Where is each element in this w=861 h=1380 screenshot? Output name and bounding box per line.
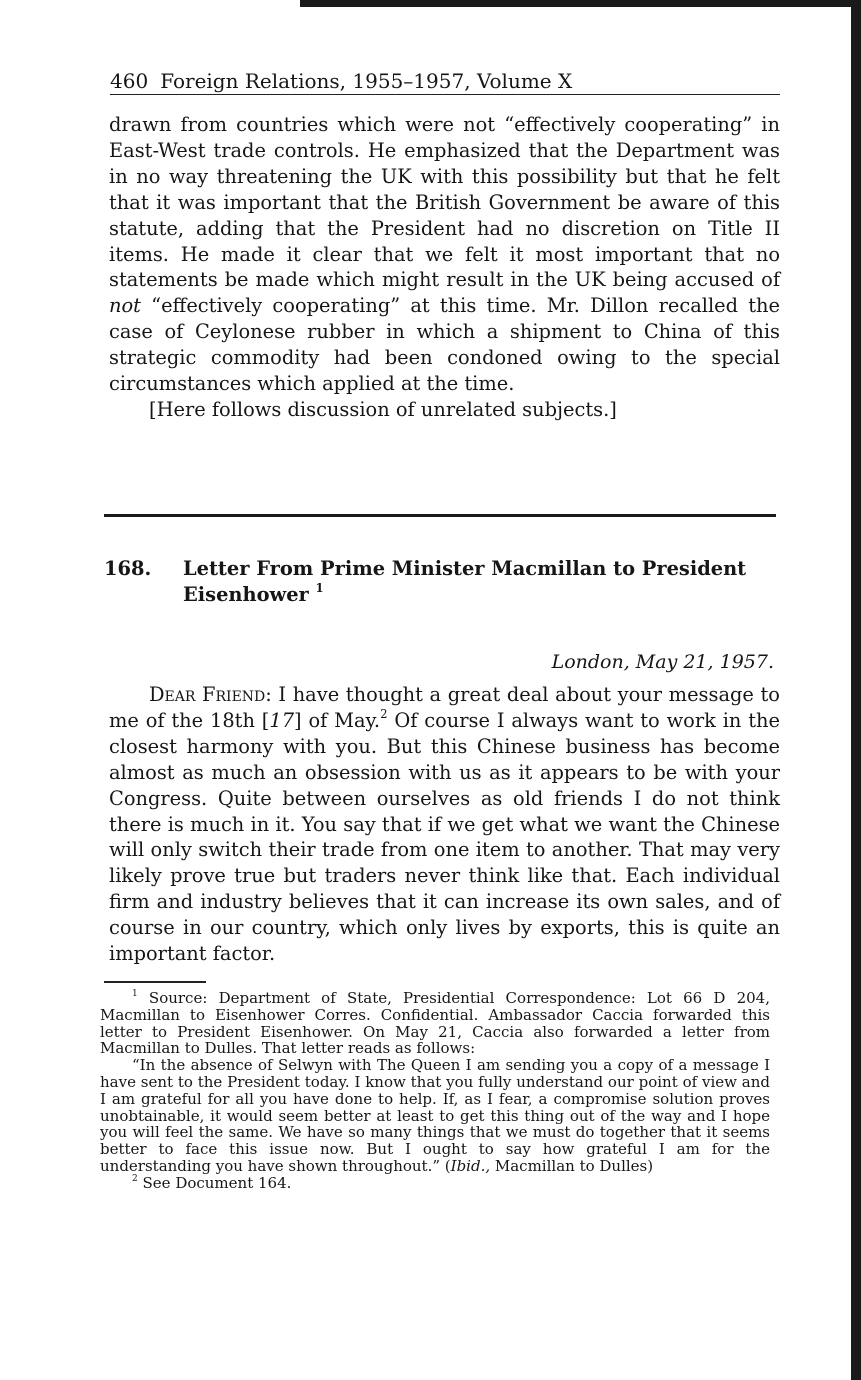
page-number: 460	[110, 69, 149, 93]
letter-body	[109, 682, 780, 967]
running-header	[110, 68, 780, 95]
section-divider	[104, 514, 776, 517]
scan-right-edge	[851, 0, 861, 1380]
salutation: Dear Friend:	[149, 683, 272, 706]
footnote-marker: 1	[132, 989, 138, 1000]
footnote-1: $^1$ Source: Department of State, Presidential Correspondence: Lot 66 D 204, Macmillan to Eisenhower Corres. Confidential. Ambassador Caccia forwarded this letter to President Eisenhower. On May 21, Caccia also forwarded a letter from Macmillan to Dulles. That letter reads as follows:	[100, 989, 770, 1058]
footnote-marker: 2	[132, 1173, 138, 1184]
emphasis-word: not	[109, 294, 141, 318]
footnote-1-quote: “In the absence of Selwyn with The Queen I am sending you a copy of a message I have sent to the President today. I know that you fully understand our point of view and I am grateful for all you have done to help. If, as I fear, a compromise solution proves unobtainable, it would seem better at least to get this thing out of the way and I hope you will feel the same. We have so many things that we must do together that it seems better to face this issue now. But I ought to say how grateful I am for the understanding you have shown throughout.” (Ibid., Macmillan to Dulles)	[100, 1056, 770, 1175]
footnotes	[100, 990, 770, 1192]
running-title: Foreign Relations, 1955–1957, Volume X	[160, 69, 573, 93]
ibid-citation: Ibid.,	[450, 1156, 491, 1175]
dateline: London, May 21, 1957.	[551, 651, 774, 673]
editorial-note: [Here follows discussion of unrelated subjects.]	[149, 397, 617, 421]
letter-paragraph: Dear Friend: I have thought a great deal about your message to me of the 18th [17] of May.$^2$ Of course I always want to work in the closest harmony with you. But this Chinese business has become almost as much an obsession with us as it appears to be with your Congress. Quite between ourselves as old friends I do not think there is much in it. You say that if we get what we want the Chinese will only switch their trade from one item to another. That may very likely prove true but traders never think like that. Each individual firm and industry believes that it can increase its own sales, and of course in our country, which only lives by exports, this is quite an important factor.	[109, 683, 780, 966]
footnote-2: $^2$ See Document 164.	[132, 1173, 292, 1192]
document-title: Letter From Prime Minister Macmillan to President Eisenhower $^1$	[183, 557, 747, 606]
footnote-divider	[104, 981, 206, 983]
document-number: 168.	[104, 557, 152, 580]
bracket-date: 17	[269, 708, 295, 732]
title-footnote-ref: 1	[315, 580, 324, 595]
continued-paragraph: drawn from countries which were not “effectively cooperating” in East-West trade controls. He emphasized that the Department was in no way threatening the UK with this possibility but that he felt that it was important that the British Government be aware of this statute, adding that the President had no discretion on Title II items. He made it clear that we felt it most important that no statements be made which might result in the UK being accused of not “effectively cooperating” at this time. Mr. Dillon recalled the case of Ceylonese rubber in which a shipment to China of this strategic commodity had been condoned owing to the special circumstances which applied at the time.	[109, 113, 780, 396]
document-heading	[104, 556, 784, 607]
body-footnote-ref: 2	[380, 707, 388, 722]
scan-top-edge	[300, 0, 861, 7]
continued-text-block	[109, 112, 780, 423]
